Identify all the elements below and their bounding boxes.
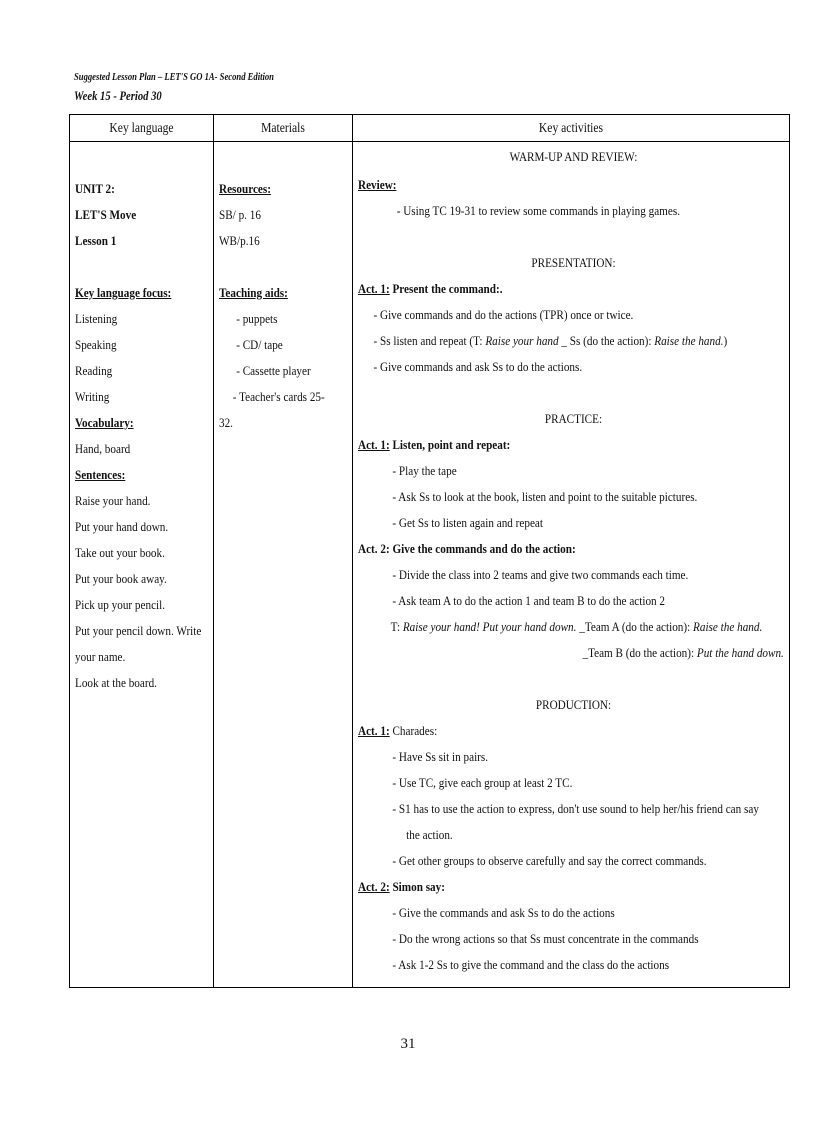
header-row [70,115,790,142]
pres-item: - Give commands and ask Ss to do the actions. [373,359,583,374]
doc-subtitle: Suggested Lesson Plan – LET'S GO 1A- Second Edition [74,72,274,83]
sentence-item: Look at the board. [75,675,157,690]
pres-act1: Act. 1: Present the command:. [358,281,503,296]
prod-act1: Act. 1: Charades: [358,723,438,738]
t-command-line: T: Raise your hand! Put your hand down. _Team A (do the action): Raise the hand. [390,619,763,634]
warmup-heading: WARM-UP AND REVIEW: [509,149,638,164]
aid-item: - Teacher's cards 25- [232,389,325,404]
resource-item: WB/p.16 [219,233,260,248]
prod-item: - Ask 1-2 Ss to give the command and the class do the actions [392,957,670,972]
aids-heading: Teaching aids: [219,285,288,300]
resources-heading: Resources: [219,181,271,196]
activities-cell [353,142,790,988]
vocab-heading: Vocabulary: [75,415,134,430]
prod-item: - Use TC, give each group at least 2 TC. [392,775,573,790]
prod-item: - Give the commands and ask Ss to do the actions [392,905,615,920]
sentences-heading: Sentences: [75,467,126,482]
focus-heading: Key language focus: [75,285,172,300]
aid-item: 32. [219,415,233,430]
pres-item: - Give commands and do the actions (TPR) once or twice. [373,307,634,322]
content-row [70,142,790,988]
team-b-line: _Team B (do the action): Put the hand down. [582,645,784,660]
sentence-item: Take out your book. [75,545,165,560]
sentence-item: Put your book away. [75,571,167,586]
prod-item: the action. [406,827,453,842]
review-label: Review: [358,177,397,192]
col-header-key-activities: Key activities [353,115,790,142]
skill-item: Writing [75,389,110,404]
vocab-list: Hand, board [75,441,131,456]
resource-item: SB/ p. 16 [219,207,261,222]
skill-item: Reading [75,363,113,378]
sentence-item: Raise your hand. [75,493,151,508]
week-period: Week 15 - Period 30 [74,89,162,103]
key-language-cell [70,142,214,988]
prod-item: - S1 has to use the action to express, don't use sound to help her/his friend can say [392,801,759,816]
prac-item: - Ask team A to do the action 1 and team B to do the action 2 [392,593,666,608]
prod-item: - Do the wrong actions so that Ss must concentrate in the commands [392,931,699,946]
aid-item: - CD/ tape [236,337,283,352]
lesson-label: Lesson 1 [75,233,117,248]
prac-act1: Act. 1: Listen, point and repeat: [358,437,511,452]
col-header-key-language: Key language [70,115,214,142]
lesson-plan-table [69,114,790,988]
prac-item: - Get Ss to listen again and repeat [392,515,543,530]
aid-item: - Cassette player [236,363,311,378]
production-heading: PRODUCTION: [535,697,612,712]
sentence-item: your name. [75,649,126,664]
aid-item: - puppets [236,311,278,326]
pres-item: - Ss listen and repeat (T: Raise your hand _ Ss (do the action): Raise the hand.) [373,333,728,348]
sentence-item: Pick up your pencil. [75,597,166,612]
prod-item: - Have Ss sit in pairs. [392,749,489,764]
page-number: 31 [400,1036,416,1052]
presentation-heading: PRESENTATION: [531,255,616,270]
materials-cell [214,142,353,988]
prac-item: - Ask Ss to look at the book, listen and point to the suitable pictures. [392,489,698,504]
review-item: - Using TC 19-31 to review some commands in playing games. [396,203,680,218]
practice-heading: PRACTICE: [544,411,603,426]
prac-act2: Act. 2: Give the commands and do the action: [358,541,576,556]
skill-item: Speaking [75,337,117,352]
sentence-item: Put your hand down. [75,519,169,534]
prac-item: - Divide the class into 2 teams and give two commands each time. [392,567,689,582]
sentence-item: Put your pencil down. Write [75,623,202,638]
skill-item: Listening [75,311,118,326]
unit-title: LET'S Move [75,207,137,222]
col-header-materials: Materials [214,115,353,142]
prod-item: - Get other groups to observe carefully and say the correct commands. [392,853,707,868]
prod-act2: Act. 2: Simon say: [358,879,445,894]
unit-label: UNIT 2: [75,181,115,196]
prac-item: - Play the tape [392,463,457,478]
